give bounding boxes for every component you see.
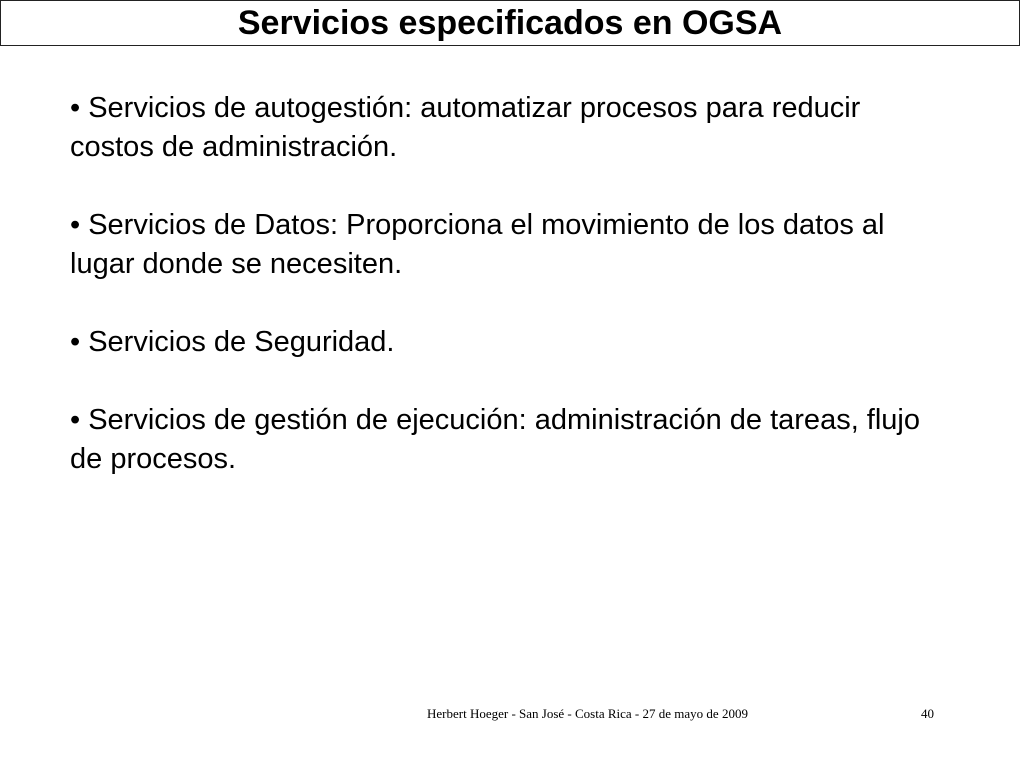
page-number: 40 — [921, 706, 934, 721]
bullet-item: • Servicios de Datos: Proporciona el movimiento de los datos al lugar donde se necesiten. — [70, 209, 885, 280]
bullet-list — [70, 89, 930, 518]
title-box — [0, 0, 1020, 46]
footer-text: Herbert Hoeger - San José - Costa Rica - 27 de mayo de 2009 — [427, 706, 748, 721]
slide-title: Servicios especificados en OGSA — [237, 4, 783, 42]
bullet-item: • Servicios de gestión de ejecución: administración de tareas, flujo de procesos. — [70, 404, 921, 475]
bullet-item: • Servicios de Seguridad. — [70, 326, 395, 358]
bullet-item: • Servicios de autogestión: automatizar procesos para reducir costos de administración. — [70, 92, 861, 163]
